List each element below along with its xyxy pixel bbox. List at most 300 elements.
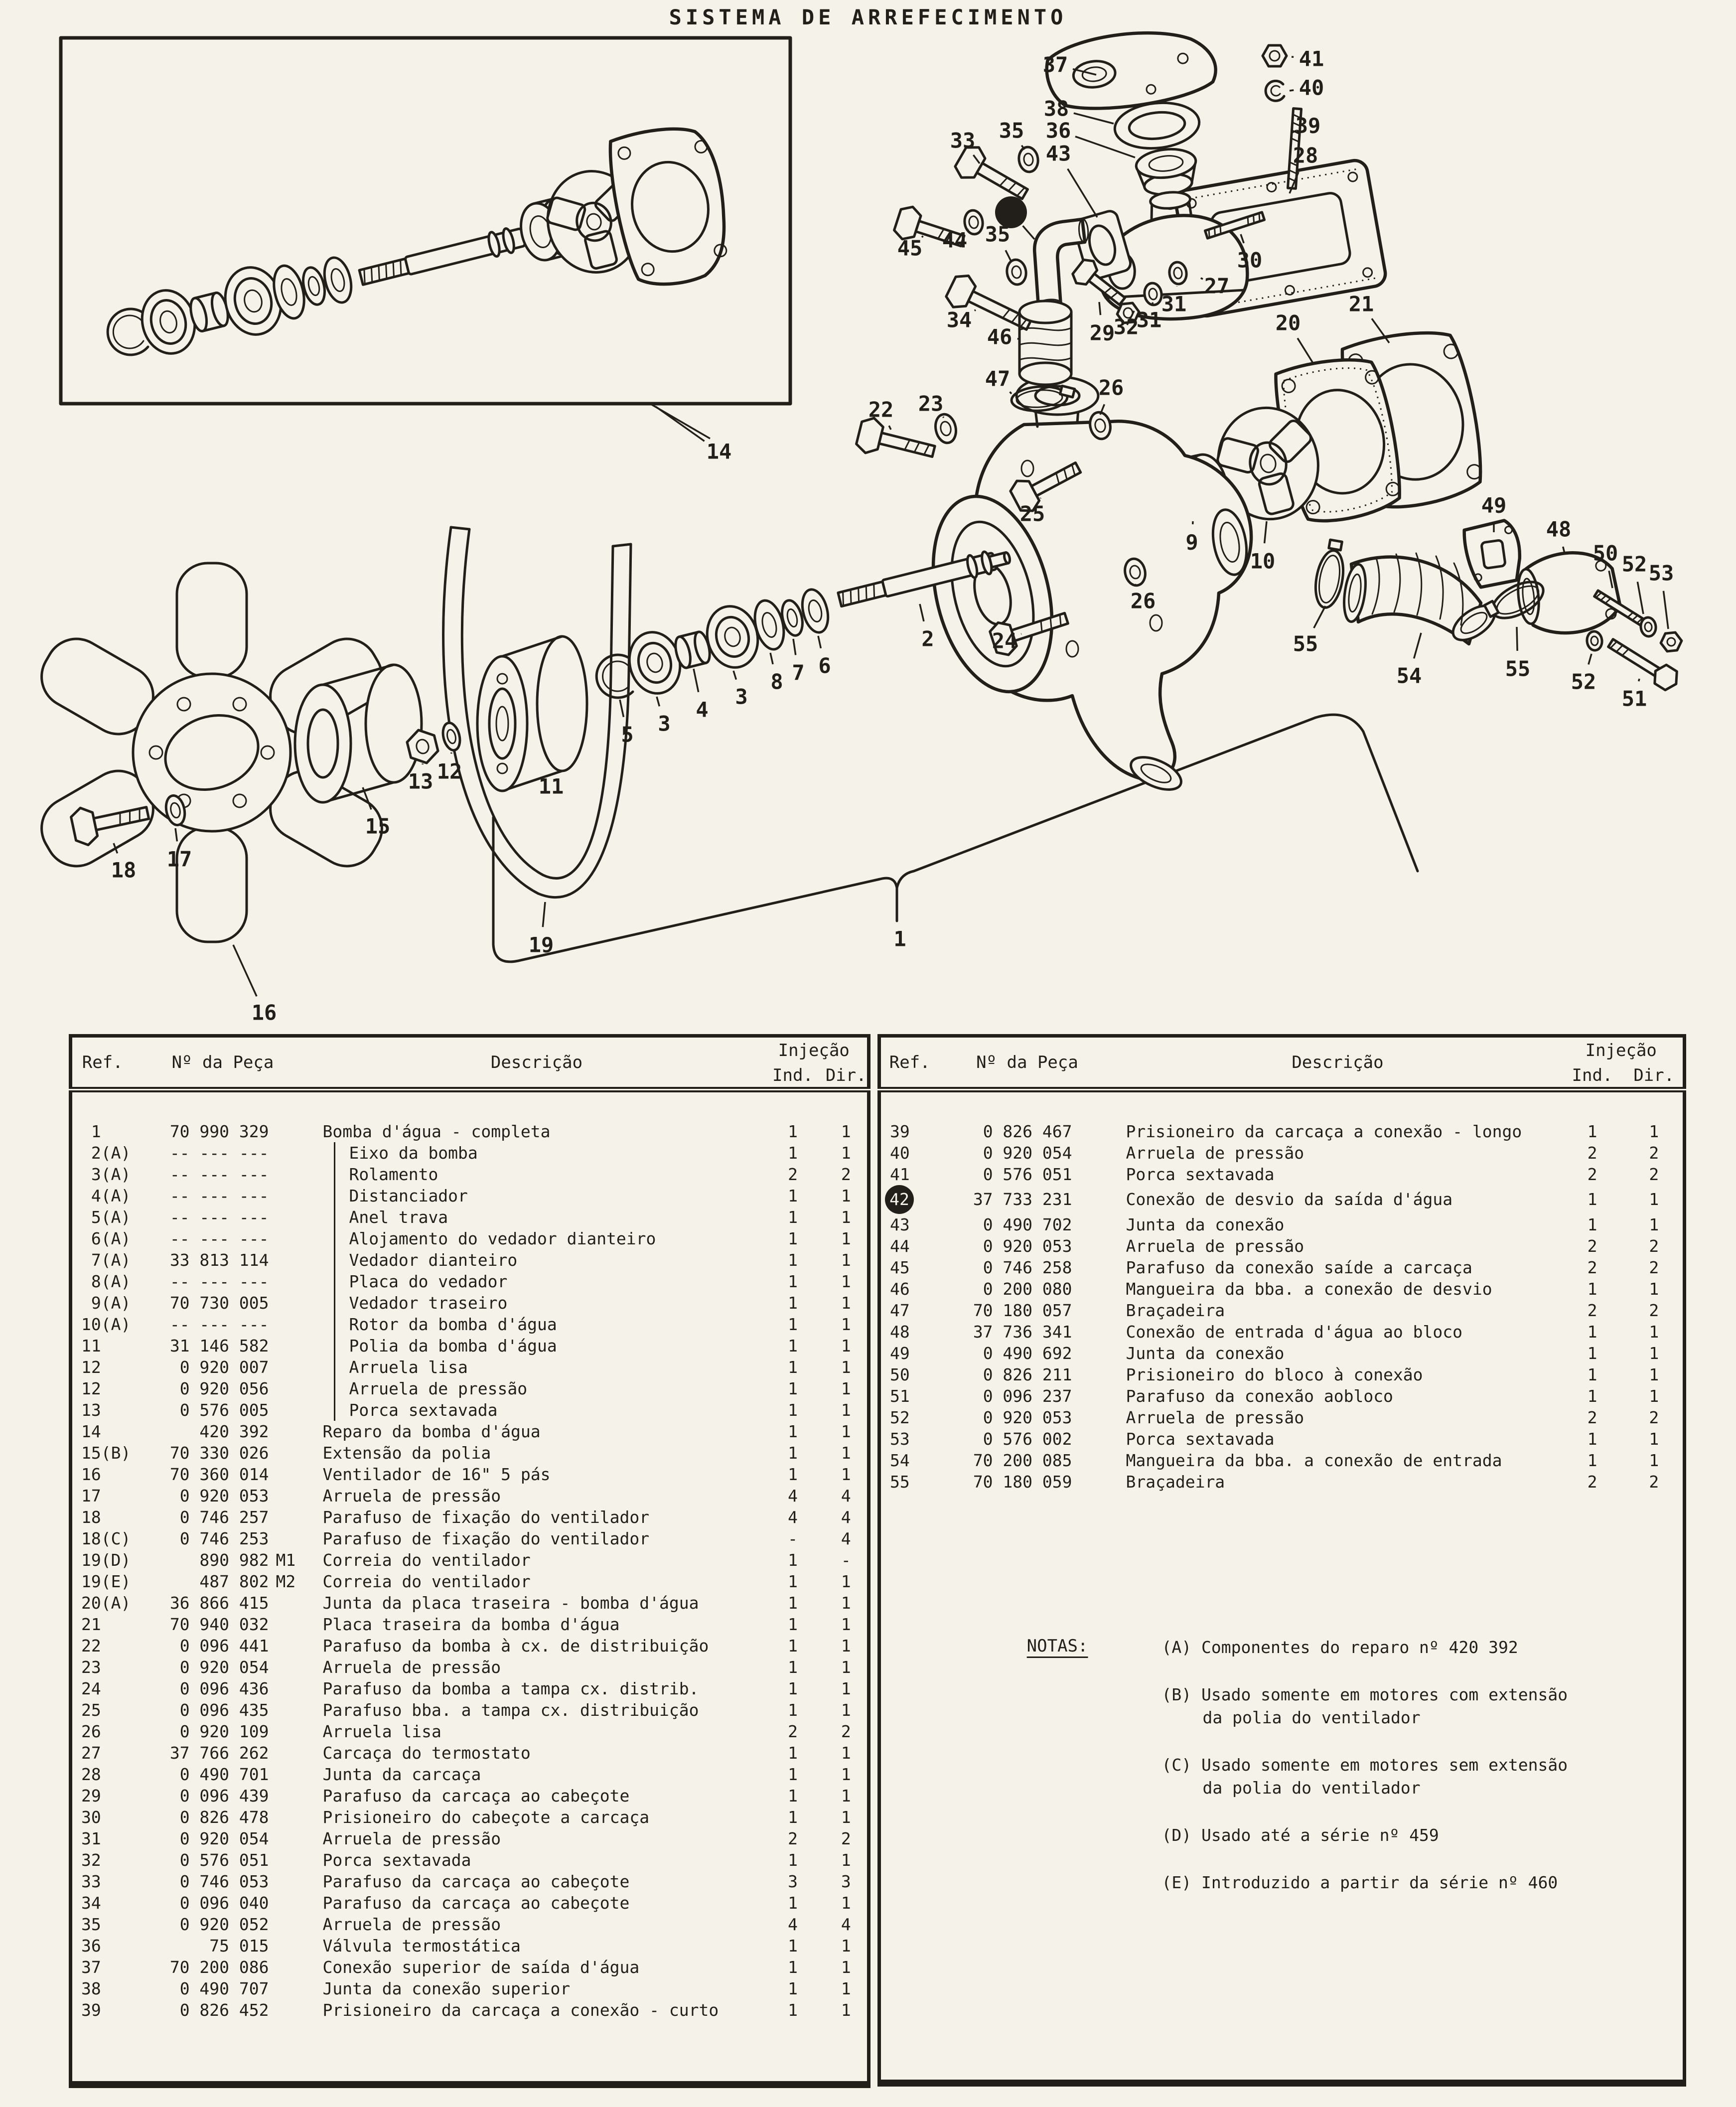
cell-ind-qty: 1 — [788, 1271, 798, 1291]
label-leader-line — [1414, 633, 1421, 658]
cell-ref: 26 — [81, 1721, 101, 1741]
cell-description: Parafuso de fixação do ventilador — [322, 1528, 650, 1548]
cell-description: Parafuso da bomba a tampa cx. distrib. — [322, 1678, 699, 1698]
cell-description: Junta da carcaça — [322, 1764, 481, 1784]
part-label-23: 23 — [918, 391, 944, 416]
cell-description: Placa traseira da bomba d'água — [322, 1614, 620, 1634]
cell-part-number: 0 920 053 — [983, 1407, 1072, 1427]
table-row — [71, 1656, 869, 1678]
cell-part-number: 70 730 005 — [169, 1293, 269, 1313]
cell-part-number: 0 200 080 — [983, 1279, 1072, 1299]
table-row — [71, 1378, 869, 1399]
cell-part-number: 0 920 054 — [983, 1143, 1072, 1163]
cell-part-number: -- --- --- — [169, 1186, 269, 1205]
part-label-18: 18 — [111, 858, 137, 883]
cell-description: Braçadeira — [1126, 1300, 1225, 1320]
cell-description: Parafuso da carcaça ao cabeçote — [322, 1893, 630, 1913]
nut-53 — [1660, 632, 1683, 652]
cell-part-number: 75 015 — [209, 1936, 269, 1956]
part-label-30: 30 — [1237, 248, 1263, 273]
cell-ind-qty: 1 — [788, 1121, 798, 1141]
label-leader-line — [1265, 521, 1267, 543]
cell-ref: 15(B) — [81, 1443, 131, 1463]
cell-dir-qty: 1 — [1649, 1322, 1659, 1342]
inset-repair-kit — [61, 38, 790, 439]
header-description: Descrição — [1116, 1036, 1560, 1090]
table-row — [879, 1321, 1685, 1343]
cell-dir-qty: - — [841, 1550, 851, 1570]
table-row — [71, 1892, 869, 1914]
cell-ref: 27 — [81, 1743, 101, 1763]
cell-dir-qty: 2 — [1649, 1300, 1659, 1320]
cell-description: Prisioneiro do bloco à conexão — [1126, 1364, 1423, 1384]
table-spacer-row — [71, 1090, 869, 1121]
cell-part-number: 0 920 053 — [983, 1236, 1072, 1256]
cell-ind-qty: 1 — [788, 1700, 798, 1720]
cell-description: Junta da placa traseira - bomba d'água — [322, 1593, 699, 1613]
cell-ind-qty: 4 — [788, 1914, 798, 1934]
part-label-10: 10 — [1250, 549, 1276, 574]
label-leader-line — [1290, 90, 1294, 91]
cell-ref: 32 — [81, 1850, 101, 1870]
cell-dir-qty: 1 — [841, 1893, 851, 1913]
cell-part-number: -- --- --- — [169, 1228, 269, 1248]
cell-ref: 17 — [81, 1486, 101, 1505]
cell-part-number: 70 200 085 — [973, 1450, 1072, 1470]
cell-ind-qty: 1 — [788, 1936, 798, 1956]
pump-pulley — [477, 636, 587, 791]
table-row — [71, 1571, 869, 1592]
cell-part-number: 37 736 341 — [973, 1322, 1072, 1342]
cell-part-number: 0 576 051 — [983, 1164, 1072, 1184]
cell-dir-qty: 1 — [841, 1143, 851, 1163]
table-row — [71, 1956, 869, 1978]
table-spacer-row — [879, 1090, 1685, 1121]
cell-dir-qty: 1 — [841, 1764, 851, 1784]
cell-part-number: 0 826 467 — [983, 1121, 1072, 1141]
label-leader-line — [889, 426, 891, 430]
cell-ref: 4(A) — [81, 1186, 131, 1205]
part-label-52: 52 — [1571, 669, 1596, 694]
table-row — [71, 1292, 869, 1314]
cell-dir-qty: 1 — [841, 1378, 851, 1398]
cell-ind-qty: 1 — [788, 1893, 798, 1913]
label-leader-line — [1068, 169, 1097, 217]
part-label-25: 25 — [1019, 501, 1045, 526]
cell-part-number: 0 576 051 — [179, 1850, 269, 1870]
cell-ref: 39 — [81, 2000, 101, 2020]
part-label-32: 32 — [1113, 314, 1139, 339]
cell-dir-qty: 1 — [841, 1121, 851, 1141]
cell-ref: 11 — [81, 1336, 101, 1355]
part-label-26: 26 — [1098, 375, 1124, 400]
cell-ref: 31 — [81, 1828, 101, 1848]
cell-part-number: 0 746 253 — [179, 1528, 269, 1548]
part-label-17: 17 — [166, 847, 192, 872]
cell-dir-qty: 1 — [841, 1743, 851, 1763]
part-label-41: 41 — [1299, 46, 1324, 71]
cell-ref: 23 — [81, 1657, 101, 1677]
cell-description: Ventilador de 16" 5 pás — [322, 1464, 551, 1484]
ref-badge: 42 — [885, 1185, 914, 1214]
cell-ref: 19(E) — [81, 1571, 131, 1591]
cell-ref: 19(D) — [81, 1550, 131, 1570]
cell-description: Eixo da bomba — [313, 1142, 761, 1164]
cell-part-number: 420 392 — [199, 1421, 269, 1441]
table-row — [71, 1614, 869, 1635]
cell-description: Rolamento — [313, 1164, 761, 1185]
pulley-washer — [440, 721, 463, 752]
cell-dir-qty: 4 — [841, 1914, 851, 1934]
cell-ind-qty: 1 — [788, 1443, 798, 1463]
cell-dir-qty: 1 — [841, 1336, 851, 1355]
note-item: (C) Usado somente em motores sem extensão da polia do ventilador — [1161, 1755, 1568, 1798]
cell-dir-qty: 1 — [841, 1678, 851, 1698]
cell-ind-qty: 1 — [788, 1293, 798, 1313]
part-label-19: 19 — [528, 932, 554, 957]
part-label-5: 5 — [621, 722, 634, 747]
washer-52a — [1640, 617, 1657, 637]
cell-part-number: 70 180 057 — [973, 1300, 1072, 1320]
cell-part-number: 70 180 059 — [973, 1472, 1072, 1492]
table-row — [71, 1506, 869, 1528]
cell-ref: 2(A) — [81, 1143, 131, 1163]
washer-35a — [1017, 146, 1040, 173]
label-leader-line — [793, 639, 796, 655]
cell-ind-qty: 1 — [788, 1143, 798, 1163]
cell-description: Porca sextavada — [313, 1399, 761, 1421]
cell-ind-qty: 1 — [788, 1186, 798, 1205]
cell-ind-qty: 1 — [788, 1807, 798, 1827]
cell-part-number: 0 576 002 — [983, 1429, 1072, 1449]
cell-ind-qty: 1 — [788, 1464, 798, 1484]
cell-ind-qty: 1 — [1587, 1343, 1597, 1363]
cell-dir-qty: 1 — [1649, 1364, 1659, 1384]
table-row — [879, 1121, 1685, 1142]
cell-ind-qty: 2 — [1587, 1164, 1597, 1184]
cell-ref: 7(A) — [81, 1250, 131, 1270]
cell-ref: 39 — [890, 1121, 910, 1141]
cell-part-number: -- --- --- — [169, 1314, 269, 1334]
cell-ref: 45 — [890, 1257, 910, 1277]
part-label-4: 4 — [696, 697, 709, 722]
cell-dir-qty: 2 — [1649, 1407, 1659, 1427]
table-row — [71, 1464, 869, 1485]
cell-ind-qty: 1 — [788, 1614, 798, 1634]
cell-ref: 18 — [81, 1507, 101, 1527]
part-label-46: 46 — [987, 324, 1013, 349]
cell-ind-qty: 2 — [788, 1721, 798, 1741]
cell-ref: 47 — [890, 1300, 910, 1320]
cell-part-number: 890 982 M1 — [199, 1550, 296, 1570]
label-leader-line — [657, 697, 659, 706]
header-injection: Injeção — [1585, 1041, 1657, 1061]
cell-ind-qty: 1 — [1587, 1450, 1597, 1470]
label-leader-line — [818, 636, 821, 648]
part-label-12: 12 — [436, 759, 462, 784]
cell-description: Arruela de pressão — [322, 1828, 501, 1848]
note-item: (B) Usado somente em motores com extensão da polia do ventilador — [1161, 1684, 1568, 1727]
part-label-39: 39 — [1295, 113, 1321, 138]
part-label-7: 7 — [792, 660, 805, 685]
cell-dir-qty: 4 — [841, 1486, 851, 1505]
cell-part-number: 0 826 452 — [179, 2000, 269, 2020]
part-label-50: 50 — [1592, 541, 1618, 566]
cell-dir-qty: 1 — [841, 1228, 851, 1248]
label-leader-line — [543, 902, 545, 927]
cell-part-number: 0 920 056 — [179, 1378, 269, 1398]
cell-dir-qty: 1 — [841, 1850, 851, 1870]
header-ref: Ref. — [71, 1036, 133, 1090]
part-label-53: 53 — [1648, 561, 1674, 586]
label-leader-line — [620, 700, 623, 717]
cell-ref: 16 — [81, 1464, 101, 1484]
cell-dir-qty: 1 — [841, 1936, 851, 1956]
cell-dir-qty: 1 — [841, 1464, 851, 1484]
label-leader-line — [1099, 302, 1101, 315]
label-leader-line — [1637, 582, 1643, 614]
cell-ind-qty: 1 — [788, 1400, 798, 1420]
cell-part-number: 70 940 032 — [169, 1614, 269, 1634]
part-label-2: 2 — [921, 626, 934, 651]
seal-housing — [798, 587, 832, 635]
header-injection: Injeção — [778, 1041, 850, 1061]
part-label-51: 51 — [1621, 686, 1647, 711]
cell-description: Arruela lisa — [322, 1721, 441, 1741]
table-row — [71, 1678, 869, 1699]
cell-description: Parafuso de fixação do ventilador — [322, 1507, 650, 1527]
cell-description: Arruela lisa — [313, 1356, 761, 1378]
cell-part-number: -- --- --- — [169, 1143, 269, 1163]
cell-ind-qty: 1 — [1587, 1429, 1597, 1449]
cell-dir-qty: 1 — [841, 1314, 851, 1334]
cell-part-number: -- --- --- — [169, 1271, 269, 1291]
cell-description: Parafuso bba. a tampa cx. distribuição — [322, 1700, 699, 1720]
cell-ind-qty: 1 — [1587, 1190, 1597, 1209]
cell-part-number: 0 920 054 — [179, 1657, 269, 1677]
part-label-43: 43 — [1045, 141, 1071, 166]
cell-part-number: 0 920 109 — [179, 1721, 269, 1741]
pump-body — [914, 377, 1251, 796]
cell-part-number: 0 920 007 — [179, 1357, 269, 1377]
table-row — [71, 1399, 869, 1421]
cell-ind-qty: 1 — [788, 1978, 798, 1998]
cell-ref: 8(A) — [81, 1271, 131, 1291]
cell-part-number: 0 096 435 — [179, 1700, 269, 1720]
cell-ind-qty: 2 — [1587, 1407, 1597, 1427]
cell-ref: 33 — [81, 1871, 101, 1891]
cell-ind-qty: 1 — [788, 1850, 798, 1870]
cell-part-number: 37 733 231 — [973, 1190, 1072, 1209]
cell-part-number: 0 826 478 — [179, 1807, 269, 1827]
table-row — [71, 1635, 869, 1656]
cell-part-number: 0 576 005 — [179, 1400, 269, 1420]
cell-description: Conexão superior de saída d'água — [322, 1957, 640, 1977]
cell-ref: 5(A) — [81, 1207, 131, 1227]
cell-ind-qty: 2 — [788, 1828, 798, 1848]
table-row — [71, 1121, 869, 1142]
cell-part-number: 37 766 262 — [169, 1743, 269, 1763]
cell-dir-qty: 2 — [1649, 1257, 1659, 1277]
part-label-54: 54 — [1396, 663, 1422, 688]
table-row — [71, 1185, 869, 1206]
table-row — [879, 1407, 1685, 1428]
notes-row — [879, 1493, 1685, 2083]
part-label-11: 11 — [538, 774, 564, 799]
cell-ref: 22 — [81, 1636, 101, 1656]
table-row — [71, 1335, 869, 1356]
cell-ref: 46 — [890, 1279, 910, 1299]
table-row — [71, 1485, 869, 1506]
cell-dir-qty: 1 — [1649, 1386, 1659, 1406]
label-leader-line — [1298, 338, 1313, 364]
assembly-bracket — [493, 715, 1418, 962]
cell-ind-qty: 1 — [788, 1678, 798, 1698]
table-row — [71, 1228, 869, 1249]
parts-table-right — [877, 1034, 1686, 2087]
bolt-22 — [855, 416, 938, 469]
cell-ind-qty: 1 — [1587, 1322, 1597, 1342]
part-label-16: 16 — [251, 1000, 277, 1025]
cell-part-number: 0 096 436 — [179, 1678, 269, 1698]
table-row — [71, 1978, 869, 1999]
cell-ind-qty: 2 — [1587, 1143, 1597, 1163]
part-label-21: 21 — [1348, 292, 1374, 316]
table-row — [879, 1471, 1685, 1493]
label-leader-line — [1663, 591, 1668, 629]
cell-description: Placa do vedador — [313, 1271, 761, 1292]
part-label-35: 35 — [999, 118, 1024, 143]
cell-ind-qty: 2 — [1587, 1472, 1597, 1492]
part-label-36: 36 — [1045, 118, 1071, 143]
cell-dir-qty: 1 — [1649, 1279, 1659, 1299]
note-item: (D) Usado até a série nº 459 — [1161, 1825, 1439, 1845]
cell-description: Parafuso da conexão aobloco — [1126, 1386, 1393, 1406]
washer-23 — [933, 412, 958, 445]
cell-dir-qty: 1 — [841, 1293, 851, 1313]
part-label-48: 48 — [1546, 517, 1572, 542]
cell-dir-qty: 1 — [841, 1636, 851, 1656]
cell-description: Arruela de pressão — [1126, 1236, 1304, 1256]
part-label-9: 9 — [1185, 530, 1198, 555]
cell-ind-qty: 1 — [788, 1571, 798, 1591]
table-row — [71, 1164, 869, 1185]
label-leader-line — [694, 669, 699, 692]
table-row — [879, 1164, 1685, 1185]
cell-description: Arruela de pressão — [1126, 1143, 1304, 1163]
washer-52b — [1586, 631, 1603, 651]
exploded-diagram — [0, 0, 1736, 1033]
cell-ind-qty: 1 — [788, 1378, 798, 1398]
cell-ind-qty: 1 — [788, 1593, 798, 1613]
table-row — [71, 1249, 869, 1271]
table-filler-row — [71, 2021, 869, 2085]
cell-part-number: 0 096 439 — [179, 1786, 269, 1806]
cell-description: Correia do ventilador — [322, 1550, 531, 1570]
cell-dir-qty: 2 — [1649, 1236, 1659, 1256]
cell-description: Arruela de pressão — [322, 1914, 501, 1934]
cell-dir-qty: 1 — [841, 1357, 851, 1377]
cell-dir-qty: 2 — [1649, 1164, 1659, 1184]
header-dir: Dir. — [1625, 1064, 1685, 1090]
page-title: SISTEMA DE ARREFECIMENTO — [669, 5, 1067, 29]
table-row — [71, 1549, 869, 1571]
label-leader-line — [1023, 226, 1034, 239]
table-row — [71, 1142, 869, 1164]
cell-dir-qty: 1 — [841, 1421, 851, 1441]
cell-description: Conexão de desvio da saída d'água — [1126, 1190, 1453, 1209]
parts-table-left — [69, 1034, 870, 2088]
cell-ind-qty: 1 — [788, 1764, 798, 1784]
cell-ind-qty: 2 — [788, 1164, 798, 1184]
part-label-55: 55 — [1505, 656, 1531, 681]
cell-ind-qty: 1 — [788, 1743, 798, 1763]
table-row — [71, 1721, 869, 1742]
cell-dir-qty: 2 — [841, 1164, 851, 1184]
table-row — [71, 1421, 869, 1442]
header-dir: Dir. — [825, 1064, 869, 1090]
cell-ref: 1 — [81, 1121, 101, 1141]
part-label-47: 47 — [985, 366, 1011, 391]
cell-part-number: -- --- --- — [169, 1207, 269, 1227]
cell-dir-qty: 1 — [841, 1593, 851, 1613]
header-description: Descrição — [313, 1036, 761, 1090]
cell-ind-qty: 1 — [788, 1357, 798, 1377]
cell-ref: 28 — [81, 1764, 101, 1784]
cell-ind-qty: 1 — [1587, 1364, 1597, 1384]
cell-ind-qty: 2 — [1587, 1236, 1597, 1256]
cell-description: Vedador traseiro — [313, 1292, 761, 1314]
cell-dir-qty: 1 — [841, 1978, 851, 1998]
part-label-52: 52 — [1621, 552, 1647, 577]
cell-description: Correia do ventilador — [322, 1571, 531, 1591]
cell-part-number: 0 490 692 — [983, 1343, 1072, 1363]
cell-description: Prisioneiro da carcaça a conexão - longo — [1126, 1121, 1522, 1141]
table-header — [879, 1036, 1685, 1090]
cell-part-number: 0 490 702 — [983, 1214, 1072, 1234]
label-leader-line — [1152, 302, 1153, 306]
part-label-55: 55 — [1293, 631, 1318, 656]
part-label-33: 33 — [950, 128, 976, 153]
cell-ind-qty: 2 — [1587, 1300, 1597, 1320]
cell-ind-qty: 1 — [788, 1657, 798, 1677]
cell-ref: 41 — [890, 1164, 910, 1184]
cell-ind-qty: 1 — [1587, 1386, 1597, 1406]
cell-dir-qty: 1 — [841, 1207, 851, 1227]
cell-ref: 55 — [890, 1472, 910, 1492]
header-ind: Ind. — [1560, 1064, 1625, 1090]
cell-ind-qty: 1 — [1587, 1121, 1597, 1141]
cell-dir-qty: 1 — [1649, 1121, 1659, 1141]
cell-ref: 21 — [81, 1614, 101, 1634]
cell-ind-qty: 1 — [788, 2000, 798, 2020]
cell-ref: 37 — [81, 1957, 101, 1977]
table-row — [879, 1300, 1685, 1321]
cell-ref: 14 — [81, 1421, 101, 1441]
cell-part-number: 70 360 014 — [169, 1464, 269, 1484]
cell-description: Parafuso da carcaça ao cabeçote — [322, 1871, 630, 1891]
cell-ref: 38 — [81, 1978, 101, 1998]
table-row — [879, 1364, 1685, 1385]
table-row — [71, 1742, 869, 1764]
cell-part-number: 70 330 026 — [169, 1443, 269, 1463]
cell-description: Porca sextavada — [1126, 1429, 1275, 1449]
part-label-6: 6 — [818, 653, 831, 678]
cell-part-number: 0 826 211 — [983, 1364, 1072, 1384]
cell-description: Junta da conexão — [1126, 1343, 1285, 1363]
part-label-37: 37 — [1042, 52, 1068, 77]
cell-ref: 24 — [81, 1678, 101, 1698]
